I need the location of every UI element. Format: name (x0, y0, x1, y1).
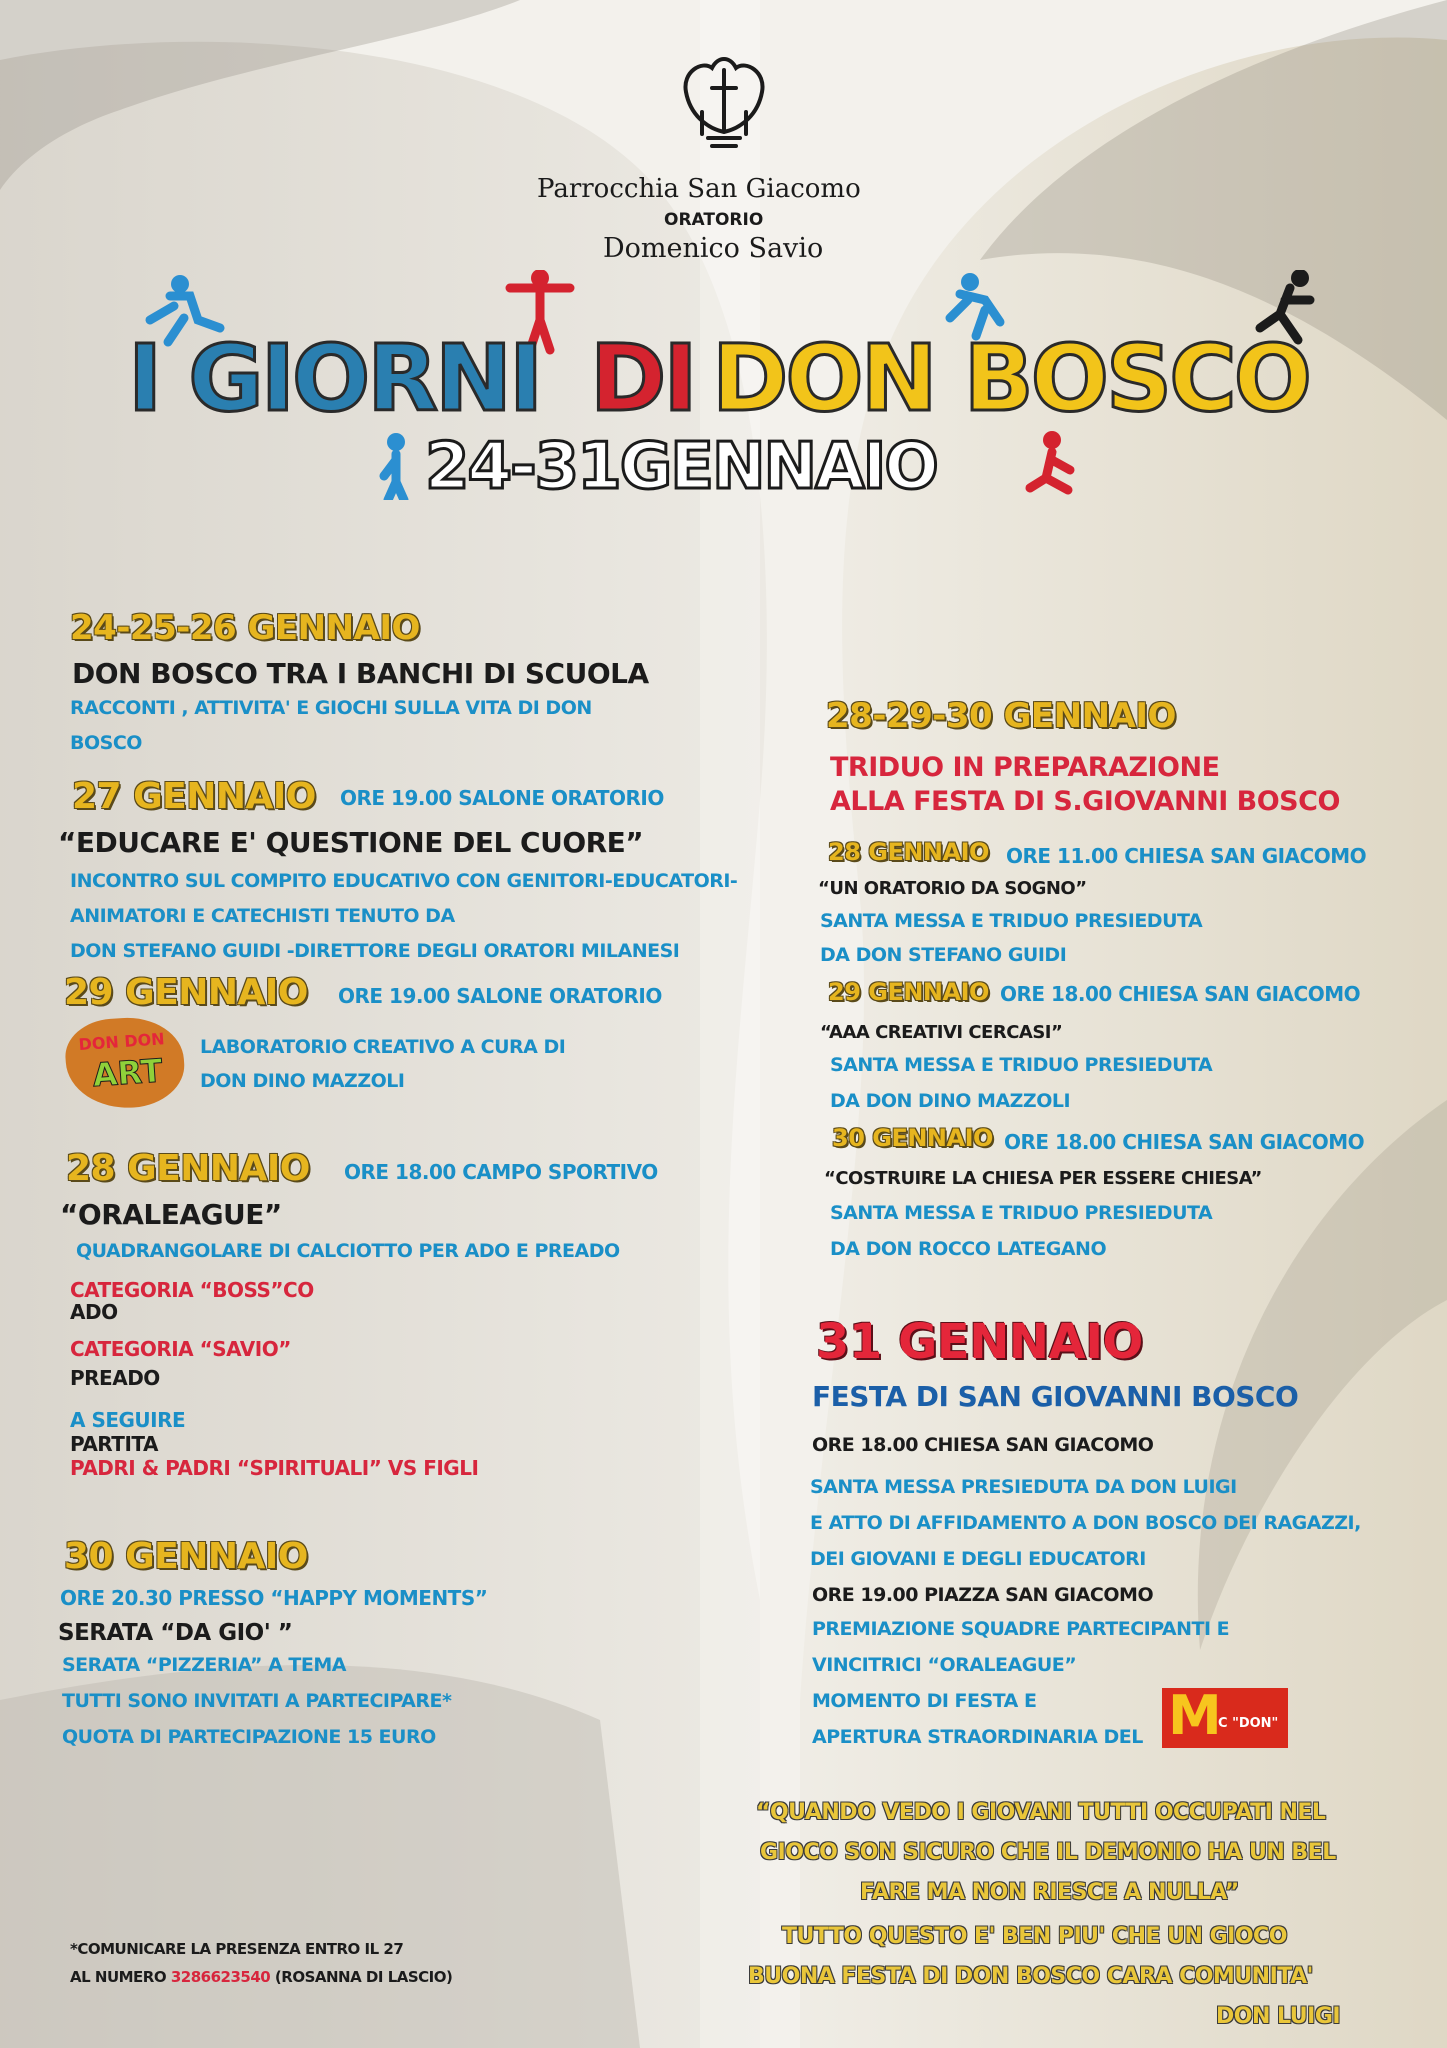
logo-text-dondon: DON DON (77, 1029, 166, 1055)
event4-cat2: CATEGORIA “SAVIO” (70, 1337, 291, 1361)
feast-desc-5: VINCITRICI “ORALEAGUE” (812, 1654, 1077, 1676)
event3-desc-1: LABORATORIO CREATIVO A CURA DI (200, 1036, 566, 1058)
quote-line-1: “QUANDO VEDO I GIOVANI TUTTI OCCUPATI NEL (756, 1800, 1326, 1825)
event5-title: SERATA “DA GIO' ” (58, 1620, 293, 1646)
title-di: DI (590, 325, 695, 432)
footnote-prefix: AL NUMERO (70, 1968, 171, 1986)
triduo-title-2: ALLA FESTA DI S.GIOVANNI BOSCO (830, 786, 1340, 817)
event3-time: ORE 19.00 SALONE ORATORIO (338, 984, 662, 1008)
triduo2-desc-1: SANTA MESSA E TRIDUO PRESIEDUTA (830, 1054, 1213, 1076)
mc-don-logo (1162, 1684, 1288, 1748)
oratorio-name: Domenico Savio (603, 233, 824, 264)
event1-desc-1: RACCONTI , ATTIVITA' E GIOCHI SULLA VITA DI DON (70, 697, 592, 719)
shell-cross-icon (672, 52, 776, 152)
triduo1-desc-2: DA DON STEFANO GUIDI (820, 944, 1067, 966)
event2-time: ORE 19.00 SALONE ORATORIO (340, 786, 664, 810)
title-i-giorni: I GIORNI (128, 325, 541, 432)
triduo2-title: “AAA CREATIVI CERCASI” (820, 1022, 1063, 1043)
triduo2-desc-2: DA DON DINO MAZZOLI (830, 1090, 1071, 1112)
triduo3-date: 30 GENNAIO (832, 1124, 993, 1152)
event4-time: ORE 18.00 CAMPO SPORTIVO (344, 1160, 658, 1184)
event4-desc: QUADRANGOLARE DI CALCIOTTO PER ADO E PREADO (76, 1240, 620, 1262)
footnote-suffix: (ROSANNA DI LASCIO) (270, 1968, 453, 1986)
feast-date: 31 GENNAIO (816, 1314, 1143, 1370)
mc-arch-icon: M (1168, 1684, 1222, 1747)
event1-desc-2: BOSCO (70, 732, 142, 754)
feast-desc-7: APERTURA STRAORDINARIA DEL (812, 1726, 1143, 1748)
event4-title: “ORALEAGUE” (60, 1198, 282, 1231)
triduo-date: 28-29-30 GENNAIO (826, 696, 1176, 736)
feast-desc-2: E ATTO DI AFFIDAMENTO A DON BOSCO DEI RAGAZZI, (810, 1512, 1361, 1534)
event2-date: 27 GENNAIO (72, 776, 316, 817)
feast-time-1: ORE 18.00 CHIESA SAN GIACOMO (812, 1434, 1154, 1456)
triduo1-time: ORE 11.00 CHIESA SAN GIACOMO (1006, 844, 1367, 868)
event2-desc-3: DON STEFANO GUIDI -DIRETTORE DEGLI ORATORI MILANESI (70, 940, 680, 962)
event2-desc-1: INCONTRO SUL COMPITO EDUCATIVO CON GENITORI-EDUCATORI- (70, 870, 738, 892)
event4-follow: A SEGUIRE (70, 1408, 186, 1432)
title-don-bosco: DON BOSCO (712, 325, 1309, 432)
event4-match-desc: PADRI & PADRI “SPIRITUALI” VS FIGLI (70, 1456, 479, 1480)
footnote-phone: 3286623540 (170, 1968, 271, 1986)
event3-desc-2: DON DINO MAZZOLI (200, 1070, 405, 1092)
quote-line-2: GIOCO SON SICURO CHE IL DEMONIO HA UN BEL (760, 1840, 1336, 1865)
quote-line-4: TUTTO QUESTO E' BEN PIU' CHE UN GIOCO (782, 1924, 1287, 1949)
feast-desc-1: SANTA MESSA PRESIEDUTA DA DON LUIGI (810, 1476, 1237, 1498)
event2-desc-2: ANIMATORI E CATECHISTI TENUTO DA (70, 905, 455, 927)
event2-title: “EDUCARE E' QUESTIONE DEL CUORE” (58, 826, 644, 859)
event5-time: ORE 20.30 PRESSO “HAPPY MOMENTS” (60, 1586, 488, 1610)
footnote-1: *COMUNICARE LA PRESENZA ENTRO IL 27 (70, 1940, 404, 1958)
quote-line-3: FARE MA NON RIESCE A NULLA” (860, 1880, 1239, 1905)
triduo2-date: 29 GENNAIO (828, 978, 989, 1006)
footnote-2 (70, 1968, 452, 1986)
triduo3-desc-2: DA DON ROCCO LATEGANO (830, 1238, 1107, 1260)
triduo3-title: “COSTRUIRE LA CHIESA PER ESSERE CHIESA” (824, 1168, 1262, 1189)
triduo3-time: ORE 18.00 CHIESA SAN GIACOMO (1004, 1130, 1365, 1154)
mc-logo-text: C "DON" (1218, 1716, 1279, 1731)
feast-desc-3: DEI GIOVANI E DEGLI EDUCATORI (810, 1548, 1146, 1570)
event1-date: 24-25-26 GENNAIO (70, 608, 420, 648)
event4-cat1-sub: ADO (70, 1300, 118, 1324)
triduo-title-1: TRIDUO IN PREPARAZIONE (830, 752, 1220, 783)
oratorio-label: ORATORIO (664, 210, 764, 230)
event5-desc-1: SERATA “PIZZERIA” A TEMA (62, 1654, 346, 1676)
triduo2-time: ORE 18.00 CHIESA SAN GIACOMO (1000, 982, 1361, 1006)
quote-signature: DON LUIGI (1216, 2004, 1341, 2029)
event3-date: 29 GENNAIO (64, 972, 308, 1013)
event4-cat2-sub: PREADO (70, 1366, 160, 1390)
triduo1-desc-1: SANTA MESSA E TRIDUO PRESIEDUTA (820, 910, 1203, 932)
event4-date: 28 GENNAIO (66, 1148, 310, 1189)
feast-time-2: ORE 19.00 PIAZZA SAN GIACOMO (812, 1584, 1154, 1606)
title-dates: 24-31GENNAIO (425, 430, 937, 504)
triduo3-desc-1: SANTA MESSA E TRIDUO PRESIEDUTA (830, 1202, 1213, 1224)
quote-line-5: BUONA FESTA DI DON BOSCO CARA COMUNITA' (748, 1964, 1313, 1989)
feast-desc-4: PREMIAZIONE SQUADRE PARTECIPANTI E (812, 1618, 1230, 1640)
triduo1-title: “UN ORATORIO DA SOGNO” (818, 878, 1087, 899)
event4-cat1: CATEGORIA “BOSS”CO (70, 1278, 314, 1302)
event5-desc-3: QUOTA DI PARTECIPAZIONE 15 EURO (62, 1726, 436, 1748)
feast-desc-6: MOMENTO DI FESTA E (812, 1690, 1037, 1712)
event5-desc-2: TUTTI SONO INVITATI A PARTECIPARE* (62, 1690, 452, 1712)
event4-match: PARTITA (70, 1432, 158, 1456)
feast-title: FESTA DI SAN GIOVANNI BOSCO (812, 1380, 1299, 1413)
parish-name: Parrocchia San Giacomo (537, 174, 861, 204)
event5-date: 30 GENNAIO (64, 1536, 308, 1577)
triduo1-date: 28 GENNAIO (828, 838, 989, 866)
logo-text-art: ART (91, 1051, 164, 1095)
event1-title: DON BOSCO TRA I BANCHI DI SCUOLA (72, 657, 649, 690)
